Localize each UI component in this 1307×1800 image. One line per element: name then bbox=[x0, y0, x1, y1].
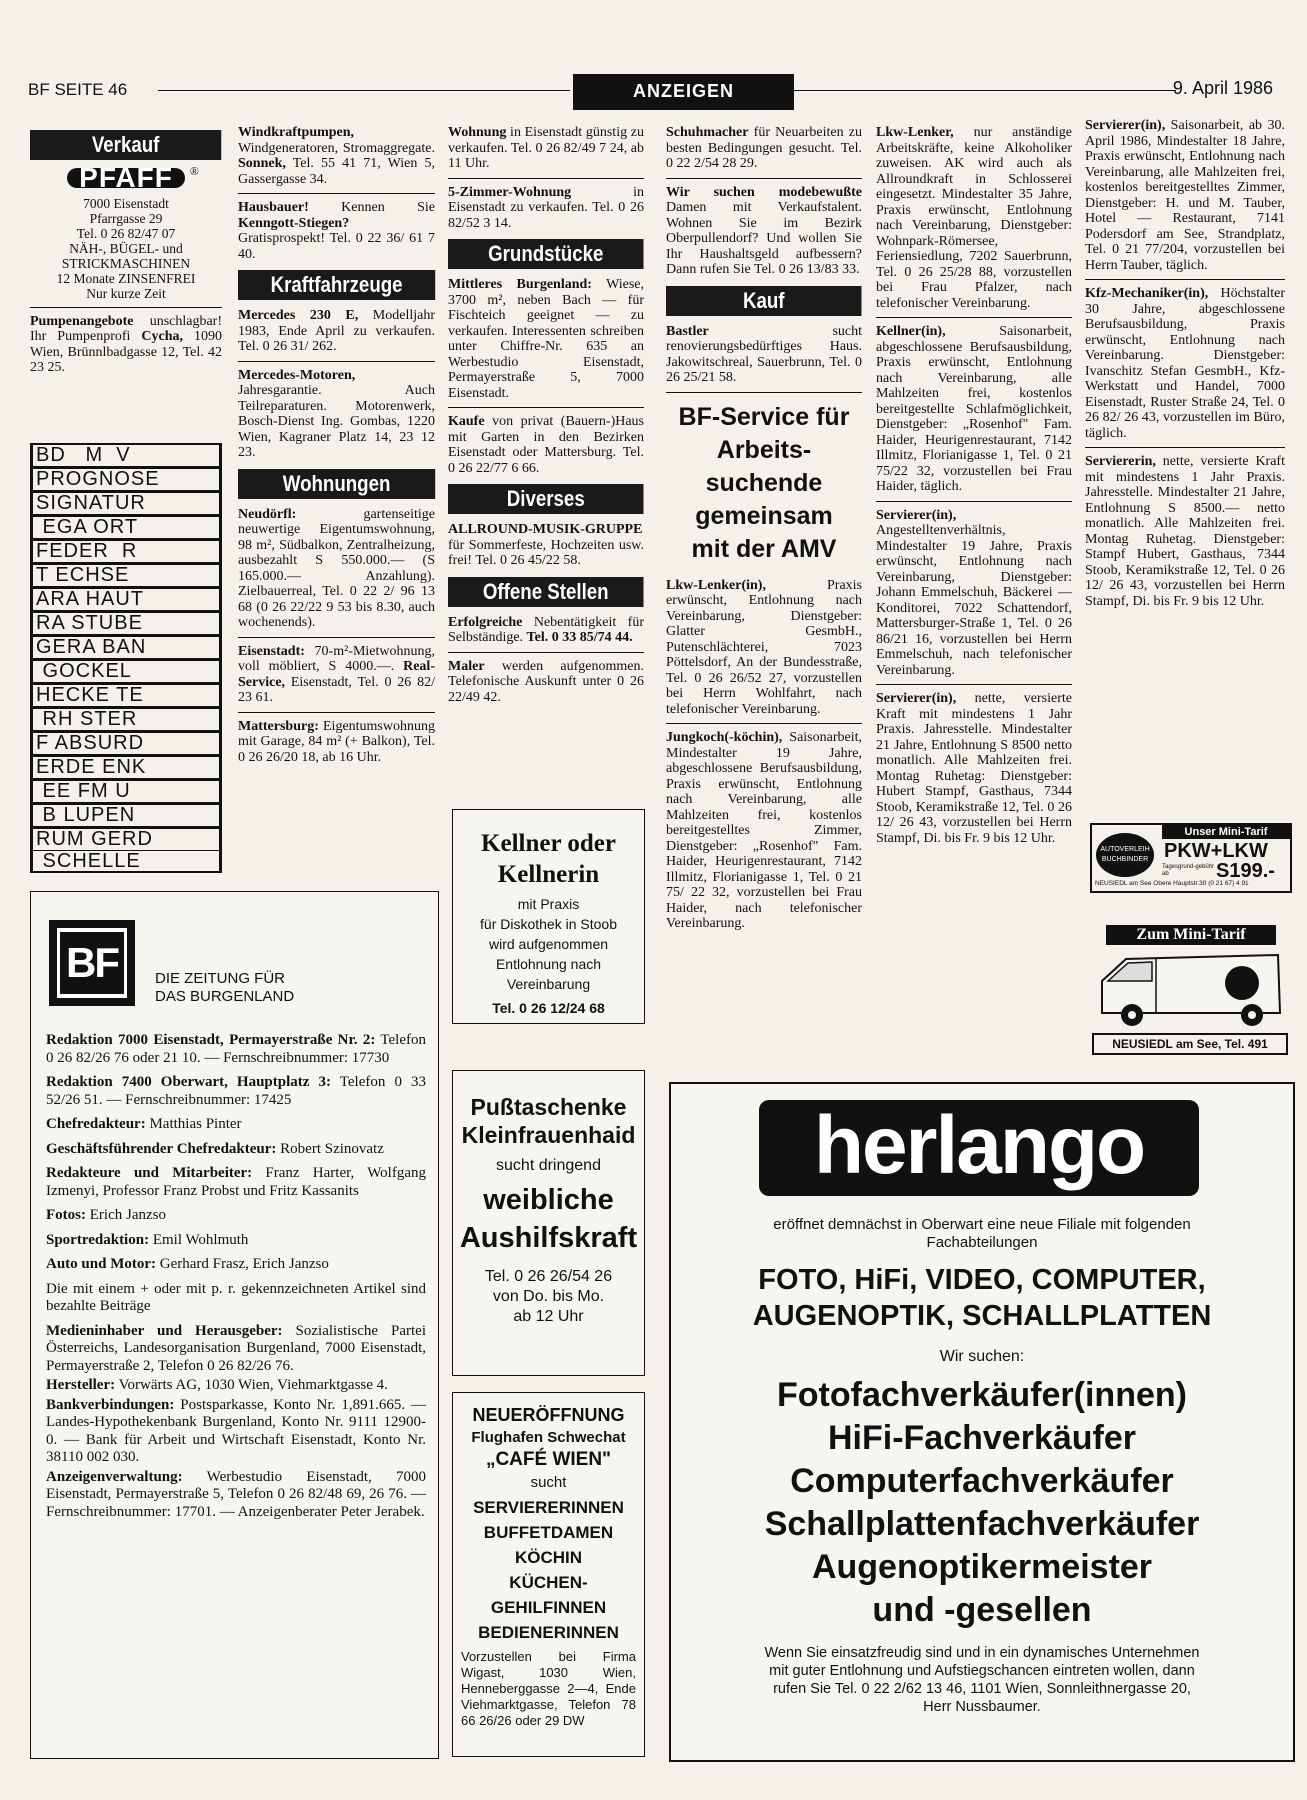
herlango-jobs bbox=[671, 1374, 1293, 1632]
ad-hausbauer: Hausbauer! Kennen Sie Kenngott-Stiegen? Gratisprospekt! Tel. 0 22 36/ 61 7 40. bbox=[238, 200, 435, 262]
divider bbox=[448, 178, 644, 179]
rental-title: Unser Mini-Tarif bbox=[1162, 825, 1290, 839]
bf-service-headline bbox=[666, 401, 862, 566]
cafe-job: BEDIENERINNEN bbox=[478, 1623, 619, 1642]
cafe-jobs bbox=[453, 1495, 644, 1645]
ad-bastler: Bastler sucht renovierungsbedürftiges Haus. Jakowitschreal, Sauerbrunn, Tel. 0 26 25/21 58. bbox=[666, 323, 862, 385]
cafe-job: GEHILFINNEN bbox=[490, 1598, 607, 1617]
kellner-body bbox=[453, 894, 644, 1018]
crossword-row: EGA ORT bbox=[33, 517, 219, 538]
crossword-row: T ECHSE bbox=[33, 565, 219, 586]
crossword-row: RUM GERD bbox=[33, 829, 219, 850]
divider bbox=[876, 684, 1072, 685]
puszta-ad bbox=[452, 1070, 645, 1376]
impressum-item: Anzeigenverwaltung: Werbestudio Eisenstadt, 7000 Eisenstadt, Permayerstraße 5, Telefon 0 26 82/48 69, 26 76. — Fernschreibnummer: 17701. — Anzeigenberater Peter Jerabek. bbox=[46, 1468, 426, 1520]
impressum-item: Auto und Motor: Gerhard Frasz, Erich Janzso bbox=[46, 1256, 329, 1272]
bf-logo bbox=[49, 920, 135, 1006]
pfaff-line: STRICKMASCHINEN bbox=[61, 255, 191, 271]
herlango-wordmark: herlango bbox=[759, 1100, 1199, 1196]
impressum-item: Geschäftsführender Chefredakteur: Robert Szinovatz bbox=[46, 1140, 384, 1157]
kellner-title bbox=[453, 828, 644, 890]
ad-pumpen: Pumpenangebote unschlagbar! Ihr Pumpenprofi Cycha, 1090 Wien, Brünnlbadgasse 12, Tel. 42 23 25. bbox=[30, 313, 222, 375]
ad-neudoerfl: Neudörfl: gartenseitige neuwertige Eigentumswohnung, 98 m², Südbalkon, Zentralheizung, ausbezahlt S 550.000.— (S 165.000.— Anzahlung). Zielbauerreal, Tel. 0 22 2/ 96 13 68 (0 26 22/22 9 53 bis 8.30, auch wochenends). bbox=[238, 506, 435, 630]
divider bbox=[238, 361, 435, 362]
divider bbox=[238, 712, 435, 713]
service-line: mit der AMV bbox=[691, 534, 837, 563]
herlango-job: Schallplattenfachverkäufer bbox=[764, 1505, 1200, 1543]
pfaff-line: Tel. 0 26 82/47 07 bbox=[76, 225, 176, 241]
rental-price: S199.- bbox=[1216, 860, 1275, 882]
header-rule-left bbox=[158, 90, 570, 91]
puszta-line: von Do. bis Mo. bbox=[492, 1288, 605, 1305]
cafe-job: KÖCHIN bbox=[514, 1548, 583, 1567]
pfaff-logo: PFAFF bbox=[67, 168, 185, 188]
column-4 bbox=[666, 125, 862, 937]
cafe-name: „CAFÉ WIEN" bbox=[485, 1449, 612, 1470]
rental-van-ad bbox=[1092, 925, 1288, 1053]
ad-modebewusst: Wir suchen modebewußte Damen mit Verkaufstalent. Wohnen Sie im Bezirk Oberpullendorf? Und wollen Sie Ihr Haushaltsgeld aufbessern? Dann rufen Sie Tel. 0 26 13/83 33. bbox=[666, 184, 862, 277]
ad-jungkoch: Jungkoch(-köchin), Saisonarbeit, Mindestalter 19 Jahre, abgeschlossene Berufsausbildung, Praxis erwünscht, Entlohnung nach Vereinbarung, alle Mahlzeiten frei, kostenlos bereitgestelltes Zimmer, Dienstgeber: „Rosenhof" Fam. Haider, Heurigenrestaurant, 7142 Illmitz, Florianigasse 1, Tel. 0 21 75/ 22 32, vorzustellen bei Frau Haider, nach telefonischer Vereinbarung. bbox=[666, 730, 862, 931]
heading-grundstuecke: Grundstücke bbox=[448, 239, 644, 269]
ad-serviererin: Serviererin, nette, versierte Kraft mit mindestens 1 Jahr Praxis. Jahresstelle. Mindestalter 21 Jahre, Entlohnung S 8500.— netto monatlich. Alle Mahlzeiten frei. Montag Ruhetag. Dienstgeber: Stampf Hubert, Gasthaus, 7344 Stoob, Keramikstraße 12, Tel. 0 26 12/ 26 43, vorzustellen bei Herrn Stampf, Di. bis Fr. 9 bis 12 Uhr. bbox=[1085, 454, 1285, 609]
ad-eisenstadt-miete: Eisenstadt: 70-m²-Mietwohnung, voll möbliert, S 4000.—. Real-Service, Eisenstadt, Tel. 0 26 82/ 23 61. bbox=[238, 643, 435, 705]
column-6 bbox=[1085, 118, 1285, 614]
divider bbox=[666, 178, 862, 179]
divider bbox=[666, 392, 862, 393]
herlango-job: Fotofachverkäufer(innen) bbox=[777, 1376, 1187, 1414]
crossword-row: ARA HAUT bbox=[33, 589, 219, 610]
kellner-line: wird aufgenommen bbox=[488, 936, 609, 952]
kellner-ad bbox=[452, 809, 645, 1024]
puszta-line: Tel. 0 26 26/54 26 bbox=[484, 1268, 613, 1285]
crossword-row: SIGNATUR bbox=[33, 493, 219, 514]
divider bbox=[448, 652, 644, 653]
ad-lkw-lenker-in: Lkw-Lenker(in), Praxis erwünscht, Entlohnung nach Vereinbarung, Dienstgeber: Glatter GesmbH., Putenschlächterei, 7023 Pöttelsdorf, An der Bundesstraße, Tel. 0 26 26/52 27, vorzustellen bei Herrn Wohlfahrt, nach telefonischer Vereinbarung. bbox=[666, 577, 862, 717]
pfaff-line: 12 Monate ZINSENFREI bbox=[56, 270, 196, 286]
kellner-title-line: Kellner oder bbox=[481, 830, 616, 857]
issue-date: 9. April 1986 bbox=[1172, 78, 1273, 98]
heading-kraftfahrzeuge: Kraftfahrzeuge bbox=[238, 270, 435, 300]
puszta-line: Pußtaschenke bbox=[470, 1094, 627, 1120]
divider bbox=[448, 407, 644, 408]
ad-kellner: Kellner(in), Saisonarbeit, abgeschlossene Berufsausbildung, Praxis erwünscht, Entlohnung nach Vereinbarung, alle Mahlzeiten frei, kostenlos bereitgestellte Schlafmöglichkeit, Dienstgeber: „Rosenhof" Fam. Haider, Heurigenrestaurant, 7142 Illmitz, Florianigasse 1, Tel. 0 21 75/22 32, vorzustellen bei Frau Haider, täglich. bbox=[876, 324, 1072, 494]
bf-logo-inner bbox=[57, 928, 127, 998]
ad-windkraft: Windkraftpumpen, Windgeneratoren, Stromaggregate. Sonnek, Tel. 55 41 71, Wien 5, Gassergasse 34. bbox=[238, 125, 435, 187]
pfaff-line: Nur kurze Zeit bbox=[86, 285, 166, 301]
pfaff-line: NÄH-, BÜGEL- und bbox=[69, 240, 183, 256]
impressum-item: Redakteure und Mitarbeiter: Franz Harter, Wolfgang Izmenyi, Professor Franz Probst und Fritz Kassanits bbox=[46, 1165, 426, 1199]
crossword-row: F ABSURD bbox=[33, 733, 219, 754]
impressum-text bbox=[46, 1032, 426, 1521]
crossword-row: EE FM U bbox=[33, 781, 219, 802]
divider bbox=[876, 317, 1072, 318]
cafe-sucht: sucht bbox=[530, 1474, 567, 1491]
cafe-job: KÜCHEN- bbox=[509, 1573, 588, 1592]
kellner-line: für Diskothek in Stoob bbox=[480, 916, 617, 932]
crossword-row: HECKE TE bbox=[33, 685, 219, 706]
impressum-item: Redaktion 7000 Eisenstadt, Permayerstraße Nr. 2: Telefon 0 26 82/26 76 oder 21 10. — Fernschreibnummer: 17730 bbox=[46, 1032, 427, 1066]
heading-offene-stellen: Offene Stellen bbox=[448, 577, 644, 607]
divider bbox=[876, 501, 1072, 502]
pfaff-ad bbox=[30, 162, 222, 301]
rental-logo bbox=[1096, 833, 1154, 877]
ad-maler: Maler werden aufgenommen. Telefonische Auskunft unter 0 26 22/49 42. bbox=[448, 658, 644, 705]
impressum-box bbox=[30, 891, 439, 1759]
divider bbox=[1085, 447, 1285, 448]
cafe-footer: Vorzustellen bei Firma Wigast, 1030 Wien, Henneberggasse 2—4, Ende Viehmarktgasse, Telefon 78 66 26/26 oder 29 DW bbox=[461, 1649, 636, 1728]
puszta-position bbox=[453, 1181, 644, 1257]
pfaff-line: 7000 Eisenstadt bbox=[83, 195, 169, 211]
ad-mittleres-burgenland: Mittleres Burgenland: Wiese, 3700 m², neben Bach — für Fischteich geeignet — zu verkaufen. Interessenten schreiben unter Chiffre-Nr. 635 an Werbestudio Eisenstadt, Permayerstraße 5, 7000 Eisenstadt. bbox=[448, 277, 644, 401]
crossword-row: B LUPEN bbox=[33, 805, 219, 826]
ad-mercedes-motoren: Mercedes-Motoren, Jahresgarantie. Auch Teilreparaturen. Motorenwerk, Bosch-Dienst Ing. Gombas, 1220 Wien, Kagraner Platz 14, 23 12 23. bbox=[238, 367, 435, 460]
impressum-item: Die mit einem + oder mit p. r. gekennzeichneten Artikel sind bezahlte Beiträge bbox=[46, 1280, 426, 1314]
column-3 bbox=[448, 125, 644, 710]
crossword-row: ERDE ENK bbox=[33, 757, 219, 778]
ad-5-zimmer: 5-Zimmer-Wohnung in Eisenstadt zu verkaufen. Tel. 0 26 82/52 3 14. bbox=[448, 184, 644, 231]
header-rule-right bbox=[794, 90, 1176, 91]
crossword-row: PROGNOSE bbox=[33, 469, 219, 490]
crossword-row: BD M V bbox=[33, 445, 219, 466]
herlango-job: Computerfachverkäufer bbox=[790, 1462, 1174, 1500]
herlango-footer: Wenn Sie einsatzfreudig sind und in ein dynamisches Unternehmen mit guter Entlohnung und Aufstiegschancen eintreten wollen, dann rufen Sie Tel. 0 22 2/62 13 46, 1101 Wien, Sonnleithnergasse 20, Herr Nussbaumer. bbox=[764, 1645, 1200, 1715]
puszta-sucht: sucht dringend bbox=[496, 1157, 601, 1174]
impressum-item: Hersteller: Vorwärts AG, 1030 Wien, Viehmarktgasse 4. bbox=[46, 1377, 388, 1393]
heading-diverses: Diverses bbox=[448, 484, 644, 514]
ad-servierer-stampf: Servierer(in), nette, versierte Kraft mit mindestens 1 Jahr Praxis. Jahresstelle. Mindestalter 21 Jahre, Entlohnung S 8500 netto monatlich. Alle Mahlzeiten frei. Montag Ruhetag: Dienstgeber: Hubert Stampf, Gasthaus, 7344 Stoob, Keramikstraße 12, Tel. 0 26 12/ 26 43, vorzustellen bei Herrn Stampf, Di. bis Fr. 9 bis 12 Uhr. bbox=[876, 691, 1072, 846]
ad-servierer-emmelschuh: Servierer(in), Angestelltenverhältnis, Mindestalter 19 Jahre, Praxis erwünscht, Entlohnung nach Vereinbarung, Dienstgeber: Johann Emmelschuh, Bäckerei — Konditorei, 7022 Schattendorf, Mattersburger-Straße 1, Tel. 0 26 86/21 16, vorzustellen bei Herrn Emmelschuh, nach telefonischer Vereinbarung. bbox=[876, 507, 1072, 678]
service-line: gemeinsam bbox=[695, 501, 833, 530]
puszta-name bbox=[453, 1093, 644, 1149]
rental-pkw-lkw: PKW+LKW bbox=[1164, 840, 1268, 862]
crossword-row: RH STER bbox=[33, 709, 219, 730]
impressum-item: Redaktion 7400 Oberwart, Hauptplatz 3: Telefon 0 33 52/26 51. — Fernschreibnummer: 17425 bbox=[46, 1074, 427, 1108]
herlango-ad bbox=[669, 1082, 1295, 1762]
ad-erfolgreiche: Erfolgreiche Nebentätigkeit für Selbständige. Tel. 0 33 85/74 44. bbox=[448, 614, 644, 645]
van-icon bbox=[1092, 947, 1288, 1029]
ad-mattersburg: Mattersburg: Eigentumswohnung mit Garage, 84 m² (+ Balkon), Tel. 0 26 26/20 18, ab 16 Uhr. bbox=[238, 718, 435, 765]
puszta-line: weibliche bbox=[483, 1184, 614, 1216]
rental-grund: Tagesgrund-gebühr ab bbox=[1162, 864, 1215, 877]
crossword-grid bbox=[30, 443, 222, 873]
crossword-row: RA STUBE bbox=[33, 613, 219, 634]
ad-kfz-mechaniker: Kfz-Mechaniker(in), Höchstalter 30 Jahre, abgeschlossene Berufsausbildung, Praxis erwünscht, Entlohnung nach Vereinbarung. Dienstgeber: Ivanschitz Stefan GesmbH., Kfz-Werkstatt und Handel, 7000 Eisenstadt, Ruster Straße 24, Tel. 0 26 82/ 26 43, vorzustellen im Büro, täglich. bbox=[1085, 286, 1285, 441]
divider bbox=[666, 723, 862, 724]
herlango-job: HiFi-Fachverkäufer bbox=[828, 1419, 1136, 1457]
ad-mercedes-230: Mercedes 230 E, Modelljahr 1983, Ende April zu verkaufen. Tel. 0 26 31/ 262. bbox=[238, 308, 435, 354]
impressum-item: Chefredakteur: Matthias Pinter bbox=[46, 1116, 242, 1132]
section-title: ANZEIGEN bbox=[573, 74, 794, 110]
ad-servierer-tauber: Servierer(in), Saisonarbeit, ab 30. April 1986, Mindestalter 18 Jahre, Praxis erwünscht, Entlohnung nach Vereinbarung, alle Mahlzeiten frei, kostenlos bereitgestelltes Zimmer, Dienstgeber: H. und M. Tauber, Hotel — Restaurant, 7141 Podersdorf am See, Strandplatz, Tel. 0 21 77/204, vorzustellen bei Herrn Tauber, täglich. bbox=[1085, 118, 1285, 273]
registered-mark: ® bbox=[189, 164, 199, 178]
cafe-job: SERVIERERINNEN bbox=[473, 1498, 624, 1517]
pfaff-line: Pfarrgasse 29 bbox=[89, 210, 163, 226]
pfaff-lines bbox=[30, 196, 222, 301]
impressum-tagline bbox=[155, 970, 294, 1006]
herlango-job: Augenoptikermeister bbox=[811, 1548, 1153, 1586]
rental-address: NEUSIEDL am See Obere Hauptstr.30 (0 21 67) 4 91 bbox=[1095, 880, 1249, 887]
rental-logo-line: AUTOVERLEIH bbox=[1100, 846, 1150, 853]
crossword-row: SCHELLE bbox=[33, 851, 219, 871]
puszta-line: Kleinfrauenhaid bbox=[461, 1122, 636, 1148]
page-header bbox=[28, 78, 1273, 102]
heading-wohnungen: Wohnungen bbox=[238, 469, 435, 499]
puszta-line: ab 12 Uhr bbox=[513, 1308, 584, 1325]
herlango-depts bbox=[671, 1262, 1293, 1334]
impressum-item: Fotos: Erich Janzso bbox=[46, 1207, 166, 1223]
column-5 bbox=[876, 125, 1072, 851]
cafe-location: Flughafen Schwechat bbox=[471, 1429, 626, 1446]
rental-mini-tarif: Zum Mini-Tarif bbox=[1106, 925, 1276, 945]
pfaff-logo-wrap bbox=[67, 162, 199, 193]
service-line: BF-Service für bbox=[678, 402, 850, 431]
herlango-wir-suchen: Wir suchen: bbox=[939, 1348, 1025, 1365]
impressum-item: Bankverbindungen: Postsparkasse, Konto Nr. 1,891.665. — Landes-Hypothekenbank Burgenland, Konto Nr. 9111 12900-0. — Bank für Arbeit und Wirtschaft Eisenstadt, Konto Nr. 38110 002 030. bbox=[46, 1396, 426, 1465]
divider bbox=[238, 637, 435, 638]
kellner-title-line: Kellnerin bbox=[497, 861, 600, 888]
impressum-item: Sportredaktion: Emil Wohlmuth bbox=[46, 1231, 249, 1248]
rental-footer: NEUSIEDL am See, Tel. 491 bbox=[1092, 1033, 1288, 1055]
puszta-contact bbox=[453, 1267, 644, 1327]
kellner-line: mit Praxis bbox=[517, 896, 580, 912]
heading-kauf: Kauf bbox=[666, 286, 862, 316]
herlango-job: und -gesellen bbox=[872, 1591, 1092, 1629]
divider bbox=[1085, 279, 1285, 280]
rental-logo-line: BUCHBINDER bbox=[1101, 856, 1149, 863]
service-line: suchende bbox=[705, 468, 823, 497]
crossword-row: FEDER R bbox=[33, 541, 219, 562]
ad-lkw-lenker: Lkw-Lenker, nur anständige Arbeitskräfte, keine Alkoholiker zuweisen. AK wird auch als Allroundkraft in Schlosserei eingesetzt. Mindestalter 35 Jahre, Praxis erwünscht, Entlohnung nach Vereinbarung, Dienstgeber: Wohnpark-Römersee, Feriensiedlung, 7202 Sauerbrunn, Tel. 0 26 25/28 88, vorzustellen bei Frau Pfalzer, nach telefonischer Vereinbarung. bbox=[876, 125, 1072, 311]
ad-wohnung: Wohnung in Eisenstadt günstig zu verkaufen. Tel. 0 26 82/49 7 24, ab 11 Uhr. bbox=[448, 125, 644, 171]
herlango-intro: eröffnet demnächst in Oberwart eine neue Filiale mit folgenden Fachabteilungen bbox=[773, 1216, 1191, 1251]
ad-musikgruppe: ALLROUND-MUSIK-GRUPPE für Sommerfeste, Hochzeiten usw. frei! Tel. 0 26 45/22 58. bbox=[448, 522, 644, 568]
ad-kaufe: Kaufe von privat (Bauern-)Haus mit Garten in den Bezirken Eisenstadt oder Mattersburg. Tel. 0 26 22/77 6 66. bbox=[448, 414, 644, 476]
cafe-opening: NEUERÖFFNUNG bbox=[472, 1405, 625, 1425]
column-2 bbox=[238, 125, 435, 770]
heading-verkauf: Verkauf bbox=[30, 130, 221, 160]
crossword-row: GERA BAN bbox=[33, 637, 219, 658]
kellner-tel: Tel. 0 26 12/24 68 bbox=[492, 1000, 605, 1016]
cafe-job: BUFFETDAMEN bbox=[483, 1523, 614, 1542]
puszta-line: Aushilfskraft bbox=[459, 1222, 638, 1254]
herlango-logo bbox=[759, 1100, 1199, 1198]
herlango-dept: AUGENOPTIK, SCHALLPLATTEN bbox=[752, 1300, 1212, 1332]
cafe-wien-ad bbox=[452, 1392, 645, 1757]
tagline-line: DAS BURGENLAND bbox=[155, 988, 295, 1005]
bf-logo-text: BF bbox=[60, 932, 124, 994]
rental-tarif-ad bbox=[1090, 823, 1292, 893]
tagline-line: DIE ZEITUNG FÜR bbox=[155, 970, 285, 987]
service-line: Arbeits- bbox=[716, 435, 812, 464]
herlango-dept: FOTO, HiFi, VIDEO, COMPUTER, bbox=[758, 1264, 1206, 1296]
kellner-line: Entlohnung nach Vereinbarung bbox=[495, 956, 602, 992]
impressum-item: Medieninhaber und Herausgeber: Sozialistische Partei Österreichs, Landesorganisation Burgenland, 7000 Eisenstadt, Permayerstraße 2, Telefon 0 26 82/26 76. bbox=[46, 1322, 426, 1374]
divider bbox=[238, 193, 435, 194]
crossword-row: GOCKEL bbox=[33, 661, 219, 682]
page-number: BF SEITE 46 bbox=[28, 80, 128, 99]
ad-schuhmacher: Schuhmacher für Neuarbeiten zu besten Bedingungen gesucht. Tel. 0 22 2/54 28 29. bbox=[666, 125, 862, 171]
column-1 bbox=[30, 130, 222, 376]
divider bbox=[30, 307, 222, 308]
